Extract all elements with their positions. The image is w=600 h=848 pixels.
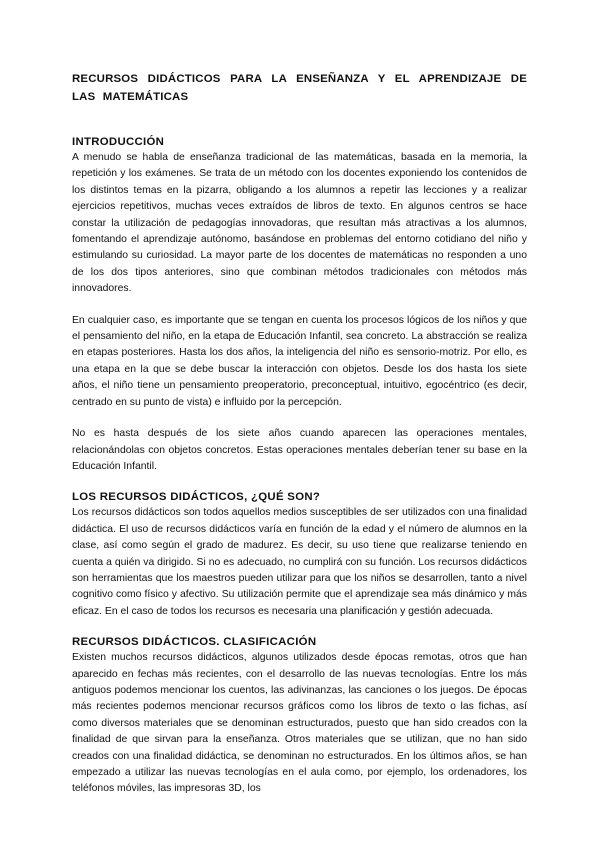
document-body — [72, 70, 527, 813]
section-que-son — [72, 489, 527, 620]
document-title: RECURSOS DIDÁCTICOS PARA LA ENSEÑANZA Y EL APRENDIZAJE DE LAS MATEMÁTICAS — [72, 73, 527, 103]
paragraph: Existen muchos recursos didácticos, algunos utilizados desde épocas remotas, otros que han aparecido en fechas más recientes, con el desarrollo de las nuevas tecnologías. Entre los más antiguos podemos mencionar los cuentos, las adivinanzas, las canciones o los juegos. De épocas más recientes podemos mencionar recursos gráficos como los libros de texto o las fichas, así como diversos materiales que se denominan estructurados, puesto que han sido creados con la finalidad de que sirvan para la enseñanza. Otros materiales que se utilizan, que no han sido creados con una finalidad didáctica, se denominan no estructurados. En los últimos años, se han empezado a utilizar las nuevas tecnologías en el aula como, por ejemplo, los ordenadores, los teléfonos móviles, las impresoras 3D, los — [72, 652, 527, 795]
section-introduccion — [72, 134, 527, 475]
paragraph: A menudo se habla de enseñanza tradicional de las matemáticas, basada en la memoria, la repetición y los exámenes. Se trata de un método con los docentes exponiendo los contenidos de los distintos temas en la pizarra, obligando a los alumnos a repetir las lecciones y a realizar ejercicios repetitivos, muchas veces extraídos de libros de texto. En algunos centros se hace constar la utilización de pedagogías innovadoras, que resultan más atractivas a los alumnos, fomentando el aprendizaje autónomo, basándose en problemas del entorno cotidiano del niño y estimulando su curiosidad. La mayor parte de los docentes de matemáticas no responden a uno de los dos tipos anteriores, sino que combinan métodos tradicionales con métodos más innovadores. — [72, 152, 527, 295]
section-heading: RECURSOS DIDÁCTICOS. CLASIFICACIÓN — [72, 636, 317, 649]
paragraph: No es hasta después de los siete años cuando aparecen las operaciones mentales, relacionándolas con objetos concretos. Estas operaciones mentales deberían tener su base en la Educación Infantil. — [72, 428, 527, 472]
paragraph: Los recursos didácticos son todos aquellos medios susceptibles de ser utilizados con una finalidad didáctica. El uso de recursos didácticos varía en función de la edad y el número de alumnos en la clase, así como según el grado de madurez. Es decir, su uso tiene que realizarse teniendo en cuenta a quién va dirigido. Si no es adecuado, no cumplirá con su función. Los recursos didácticos son herramientas que los maestros pueden utilizar para que los niños se desarrollen, tanto a nivel cognitivo como físico y afectivo. Su utilización permite que el aprendizaje sea más dinámico y más eficaz. En el caso de todos los recursos es necesaria una planificación y gestión adecuada. — [72, 507, 527, 617]
section-heading: INTRODUCCIÓN — [72, 136, 165, 148]
section-clasificacion — [72, 634, 527, 798]
section-heading: LOS RECURSOS DIDÁCTICOS, ¿QUÉ SON? — [72, 491, 321, 504]
paragraph: En cualquier caso, es importante que se tengan en cuenta los procesos lógicos de los niños y que el pensamiento del niño, en la etapa de Educación Infantil, sea concreto. La abstracción se realiza en etapas posteriores. Hasta los dos años, la inteligencia del niño es sensorio-motriz. Por ello, es una etapa en la que se debe buscar la interacción con objetos. Desde los dos hasta los siete años, el niño tiene un pensamiento preoperatorio, preconceptual, intuitivo, egocéntrico (es decir, centrado en su punto de vista) e influido por la percepción. — [72, 314, 527, 408]
